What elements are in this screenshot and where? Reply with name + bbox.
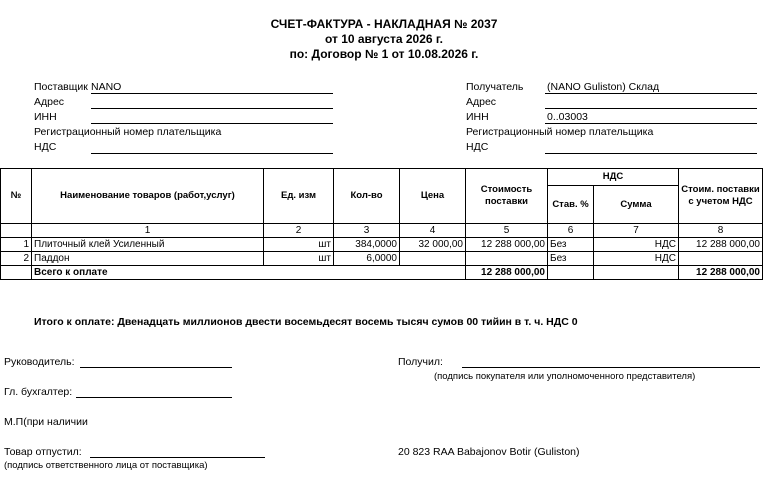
header-no: № xyxy=(1,169,32,224)
table-row xyxy=(1,238,763,252)
director-signature-line xyxy=(80,367,232,368)
header-price: Цена xyxy=(400,169,466,224)
released-label: Товар отпустил: xyxy=(4,446,82,458)
col-number: 6 xyxy=(548,224,594,238)
recipient-line xyxy=(545,93,757,94)
row-cost: 12 288 000,00 xyxy=(466,238,548,252)
total-spacer xyxy=(594,266,679,280)
header-name: Наименование товаров (работ,услуг) xyxy=(32,169,264,224)
header-total: Стоим. поставки с учетом НДС xyxy=(679,169,763,224)
director-label: Руководитель: xyxy=(4,356,75,368)
total-spacer xyxy=(1,266,32,280)
col-number: 5 xyxy=(466,224,548,238)
recipient-inn-line xyxy=(545,123,757,124)
col-number: 7 xyxy=(594,224,679,238)
accountant-label: Гл. бухгалтер: xyxy=(4,386,73,398)
column-numbers-row xyxy=(1,224,763,238)
total-sum: 12 288 000,00 xyxy=(679,266,763,280)
header-vat-rate: Став. % xyxy=(548,186,594,224)
row-unit: шт xyxy=(264,252,334,266)
header-vat: НДС xyxy=(548,169,679,186)
recipient-value: (NANO Guliston) Склад xyxy=(547,81,660,93)
supplier-inn-label: ИНН xyxy=(34,111,57,123)
row-name: Плиточный клей Усиленный xyxy=(32,238,264,252)
col-number: 1 xyxy=(32,224,264,238)
row-qty: 6,0000 xyxy=(334,252,400,266)
released-note: (подпись ответственного лица от поставщика) xyxy=(4,460,208,471)
header-vat-sum: Сумма xyxy=(594,186,679,224)
recipient-reg-label: Регистрационный номер плательщика xyxy=(466,126,654,138)
table-row xyxy=(1,252,763,266)
seal-label: М.П(при наличии xyxy=(4,416,88,428)
supplier-label: Поставщик xyxy=(34,81,88,93)
recipient-inn-label: ИНН xyxy=(466,111,489,123)
row-no: 2 xyxy=(1,252,32,266)
row-vat-rate: Без xyxy=(548,252,594,266)
supplier-vat-line xyxy=(91,153,333,154)
row-name: Паддон xyxy=(32,252,264,266)
row-vat-rate: Без xyxy=(548,238,594,252)
recipient-address-label: Адрес xyxy=(466,96,497,108)
received-note: (подпись покупателя или уполномоченного представителя) xyxy=(434,371,696,382)
row-vat-sum: НДС xyxy=(594,238,679,252)
row-price: 32 000,00 xyxy=(400,238,466,252)
supplier-value: NANO xyxy=(91,81,122,93)
recipient-vat-line xyxy=(545,153,757,154)
recipient-label: Получатель xyxy=(466,81,524,93)
total-cost: 12 288 000,00 xyxy=(466,266,548,280)
header-cost: Стоимость поставки xyxy=(466,169,548,224)
col-number: 2 xyxy=(264,224,334,238)
accountant-signature-line xyxy=(76,397,232,398)
col-number: 8 xyxy=(679,224,763,238)
row-qty: 384,0000 xyxy=(334,238,400,252)
col-number xyxy=(1,224,32,238)
document-date: от 10 августа 2026 г. xyxy=(324,32,444,46)
row-unit: шт xyxy=(264,238,334,252)
recipient-vat-label: НДС xyxy=(466,141,489,153)
supplier-line xyxy=(91,93,333,94)
supplier-inn-line xyxy=(91,123,333,124)
header-unit: Ед. изм xyxy=(264,169,334,224)
released-signature-line xyxy=(90,457,265,458)
row-total xyxy=(679,252,763,266)
recipient-inn-value: 0..03003 xyxy=(547,111,588,123)
supplier-vat-label: НДС xyxy=(34,141,57,153)
supplier-address-label: Адрес xyxy=(34,96,65,108)
header-qty: Кол-во xyxy=(334,169,400,224)
total-label: Всего к оплате xyxy=(32,266,466,280)
total-spacer xyxy=(548,266,594,280)
supplier-reg-label: Регистрационный номер плательщика xyxy=(34,126,222,138)
row-cost xyxy=(466,252,548,266)
received-by: 20 823 RAA Babajonov Botir (Guliston) xyxy=(398,446,580,458)
recipient-address-line xyxy=(545,108,757,109)
row-total: 12 288 000,00 xyxy=(679,238,763,252)
row-no: 1 xyxy=(1,238,32,252)
received-label: Получил: xyxy=(398,356,443,368)
invoice-table xyxy=(0,168,763,280)
col-number: 4 xyxy=(400,224,466,238)
document-contract: по: Договор № 1 от 10.08.2026 г. xyxy=(289,47,479,61)
col-number: 3 xyxy=(334,224,400,238)
total-in-words: Итого к оплате: Двенадцать миллионов двести восемьдесят восемь тысяч сумов 00 тийин в т. ч. НДС 0 xyxy=(34,316,578,328)
table-total-row xyxy=(1,266,763,280)
supplier-address-line xyxy=(91,108,333,109)
table-header-row xyxy=(1,169,763,186)
document-title: СЧЕТ-ФАКТУРА - НАКЛАДНАЯ № 2037 xyxy=(270,17,498,31)
received-signature-line xyxy=(462,367,760,368)
row-vat-sum: НДС xyxy=(594,252,679,266)
row-price xyxy=(400,252,466,266)
